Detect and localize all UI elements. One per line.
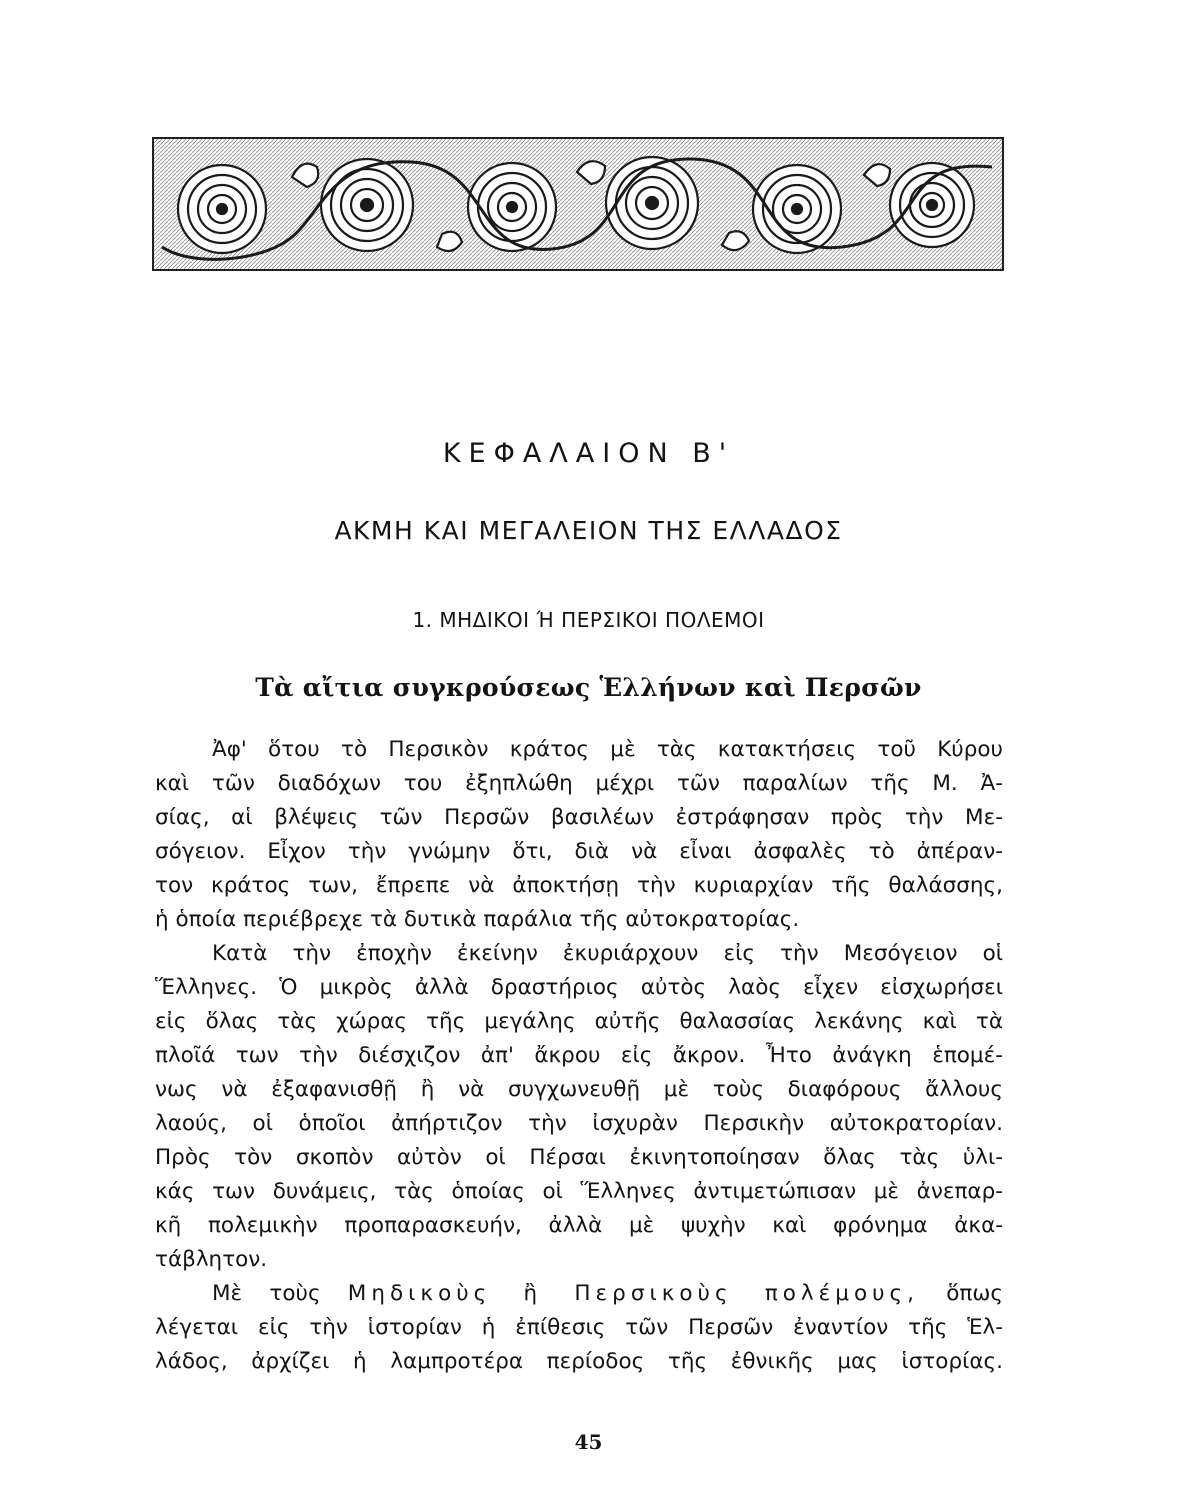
chapter-subtitle: ΑΚΜΗ ΚΑΙ ΜΕΓΑΛΕΙΟΝ ΤΗΣ ΕΛΛΑΔΟΣ <box>334 516 843 545</box>
decorative-frieze <box>152 137 1004 271</box>
chapter-title: ΚΕΦΑΛΑΙΟΝ Β' <box>442 438 735 469</box>
text-line: Πρὸς τὸν σκοπὸν αὐτὸν οἱ Πέρσαι ἐκινητοποίησαν ὅλας τὰς ὑλι- <box>155 1145 1003 1170</box>
text-fragment: ὅπως <box>946 1281 1003 1306</box>
body-text <box>155 733 1003 1379</box>
text-fragment: Μὲ τοὺς <box>212 1281 321 1306</box>
text-line: σόγειον. Εἶχον τὴν γνώμην ὅτι, διὰ νὰ εἶναι ἀσφαλὲς τὸ ἀπέραν- <box>155 839 1003 864</box>
subsection-title: Τὰ αἴτια συγκρούσεως Ἑλλήνων καὶ Περσῶν <box>255 673 922 702</box>
text-line: τον κράτος των, ἔπρεπε νὰ ἀποκτήσῃ τὴν κυριαρχίαν τῆς θαλάσσης, <box>155 873 1003 898</box>
text-line: λαούς, οἱ ὁποῖοι ἀπήρτιζον τὴν ἰσχυρὰν Περσικὴν αὐτοκρατορίαν. <box>155 1111 1003 1136</box>
text-line: πλοῖά των τὴν διέσχιζον ἀπ' ἄκρου εἰς ἄκρον. Ἦτο ἀνάγκη ἑπομέ- <box>155 1043 1003 1068</box>
scroll-ornament-icon <box>152 137 1004 271</box>
text-line: λέγεται εἰς τὴν ἱστορίαν ἡ ἐπίθεσις τῶν Περσῶν ἐναντίον τῆς Ἑλ- <box>155 1315 1003 1340</box>
text-line: σίας, αἱ βλέψεις τῶν Περσῶν βασιλέων ἐστράφησαν πρὸς τὴν Με- <box>155 805 1003 830</box>
text-line: Ἕλληνες. Ὁ μικρὸς ἀλλὰ δραστήριος αὐτὸς λαὸς εἶχεν εἰσχωρήσει <box>155 975 1003 1000</box>
page-number: 45 <box>574 1430 603 1454</box>
text-line: Κατὰ τὴν ἐποχὴν ἐκείνην ἐκυριάρχουν εἰς τὴν Μεσόγειον οἱ <box>212 941 1003 966</box>
text-line: καὶ τῶν διαδόχων του ἐξηπλώθη μέχρι τῶν παραλίων τῆς Μ. Ἀ- <box>155 771 1003 796</box>
text-line <box>155 1277 1003 1311</box>
text-line: ἡ ὁποία περιέβρεχε τὰ δυτικὰ παράλια τῆς αὐτοκρατορίας. <box>155 907 800 932</box>
text-line: νως νὰ ἐξαφανισθῇ ἢ νὰ συγχωνευθῇ μὲ τοὺς διαφόρους ἄλλους <box>155 1077 1003 1102</box>
text-line: εἰς ὅλας τὰς χώρας τῆς μεγάλης αὐτῆς θαλασσίας λεκάνης καὶ τὰ <box>155 1009 1003 1034</box>
text-line: Ἀφ' ὅτου τὸ Περσικὸν κράτος μὲ τὰς κατακτήσεις τοῦ Κύρου <box>212 737 1003 762</box>
text-line: λάδος, ἀρχίζει ἡ λαμπροτέρα περίοδος τῆς ἐθνικῆς μας ἱστορίας. <box>155 1349 1003 1374</box>
emphasized-term: Μηδικοὺς ἢ Περσικοὺς πολέμους, <box>347 1281 920 1306</box>
text-line: κάς των δυνάμεις, τὰς ὁποίας οἱ Ἕλληνες ἀντιμετώπισαν μὲ ἀνεπαρ- <box>155 1179 1003 1204</box>
text-line: τάβλητον. <box>155 1247 268 1272</box>
section-title: 1. ΜΗΔΙΚΟΙ Ή ΠΕΡΣΙΚΟΙ ΠΟΛΕΜΟΙ <box>412 608 765 632</box>
text-line: κῆ πολεμικὴν προπαρασκευήν, ἀλλὰ μὲ ψυχὴν καὶ φρόνημα ἀκα- <box>155 1213 1003 1238</box>
